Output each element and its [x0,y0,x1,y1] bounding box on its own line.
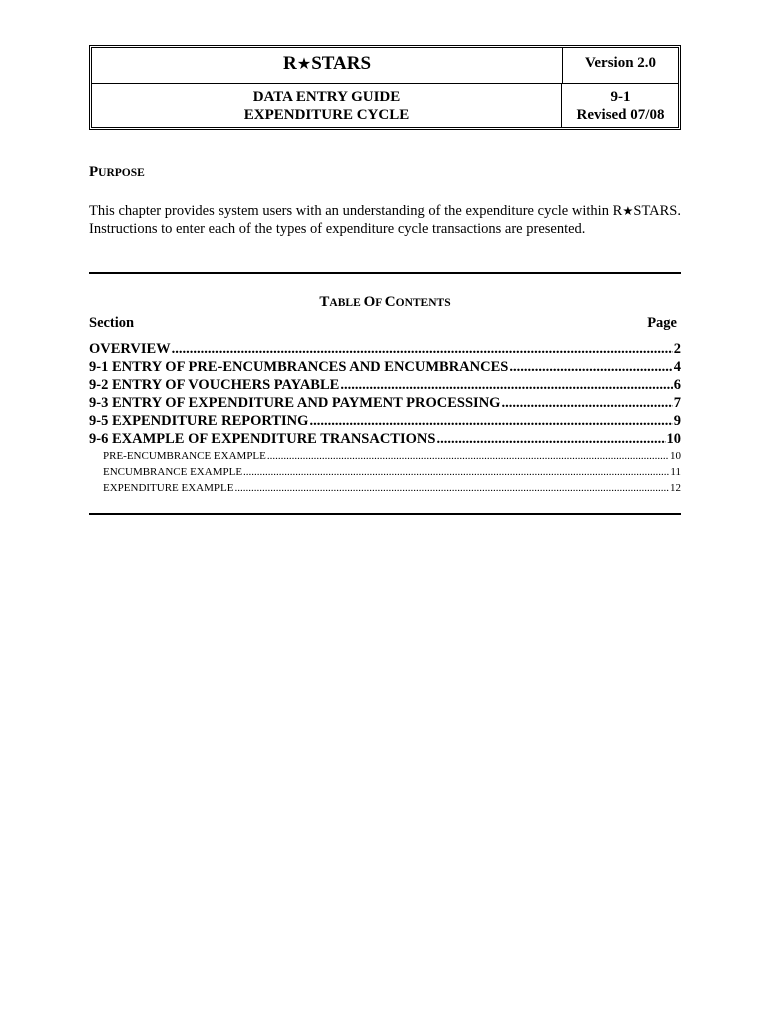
toc-entry-label: 9-5 EXPENDITURE REPORTING [89,413,309,429]
header-bottom-row [92,84,678,127]
purpose-heading-initial: P [89,164,99,180]
toc-entry-9-2[interactable] [89,376,681,394]
purpose-text-part1: This chapter provides system users with an understanding of the expenditure cycle within R [89,203,623,219]
toc-entry-9-5[interactable] [89,412,681,430]
purpose-paragraph [89,202,681,238]
purpose-heading-rest: URPOSE [98,167,145,179]
toc-subentry-pre-encumbrance[interactable] [89,448,681,464]
toc-leader-dots [436,430,665,448]
revised-date: Revised 07/08 [576,107,665,123]
toc-subentry-page: 11 [670,466,681,478]
guide-title [92,84,562,127]
toc-entry-9-1[interactable] [89,358,681,376]
toc-entry-page: 2 [673,341,681,357]
divider-top [89,272,681,274]
system-name [92,48,563,83]
toc-leader-dots [309,412,672,430]
system-name-prefix: R [282,53,297,74]
toc-title-t: T [319,294,330,310]
toc-entry-page: 4 [673,359,681,375]
toc-entry-page: 7 [673,395,681,411]
toc-subentry-page: 10 [670,450,681,462]
toc-leader-dots [340,376,672,394]
purpose-text-part2: STARS. Instructions to enter each of the types of expenditure cycle transactions are presented. [89,203,681,237]
toc-entry-label: 9-2 ENTRY OF VOUCHERS PAYABLE [89,377,340,393]
toc-subentry-page: 12 [670,482,681,494]
version-label: Version 2.0 [584,55,657,71]
document-header-table [89,45,681,130]
toc-section-column-label: Section [89,315,135,331]
toc-page-column-label: Page [647,315,677,331]
toc-entry-9-6[interactable] [89,430,681,448]
toc-title-ontents: ONTENTS [395,297,451,309]
toc-subentry-label: ENCUMBRANCE EXAMPLE [103,466,243,478]
system-name-suffix: STARS [311,53,372,74]
toc-title-c: C [384,294,396,310]
toc-list [89,340,681,496]
toc-title-o: O [363,294,376,310]
star-icon: ★ [622,204,634,218]
toc-subentry-label: PRE-ENCUMBRANCE EXAMPLE [103,450,266,462]
toc-subentry-label: EXPENDITURE EXAMPLE [103,482,234,494]
toc-leader-dots [509,358,672,376]
toc-entry-page: 10 [666,431,681,447]
toc-subentry-encumbrance[interactable] [89,464,681,480]
guide-title-line1: DATA ENTRY GUIDE [252,89,401,105]
toc-title [0,294,770,311]
toc-entry-overview[interactable] [89,340,681,358]
toc-entry-label: 9-3 ENTRY OF EXPENDITURE AND PAYMENT PROCESSING [89,395,501,411]
page-number: 9-1 [610,89,631,105]
toc-leader-dots [501,394,672,412]
toc-entry-label: 9-1 ENTRY OF PRE-ENCUMBRANCES AND ENCUMBRANCES [89,359,509,375]
toc-entry-label: OVERVIEW [89,341,171,357]
purpose-heading [89,164,145,181]
toc-entry-9-3[interactable] [89,394,681,412]
guide-title-line2: EXPENDITURE CYCLE [243,107,410,123]
toc-subentry-expenditure[interactable] [89,480,681,496]
toc-title-able: ABLE [329,297,364,309]
toc-leader-dots [172,340,673,358]
toc-leader-dots [234,480,669,496]
toc-leader-dots [243,464,669,480]
star-icon: ★ [296,54,312,73]
toc-entry-page: 9 [673,413,681,429]
header-top-row [92,48,678,84]
page-info [563,84,678,127]
toc-leader-dots [267,448,669,464]
divider-bottom [89,513,681,515]
toc-title-f: F [375,297,385,309]
toc-entry-page: 6 [673,377,681,393]
toc-entry-label: 9-6 EXAMPLE OF EXPENDITURE TRANSACTIONS [89,431,436,447]
